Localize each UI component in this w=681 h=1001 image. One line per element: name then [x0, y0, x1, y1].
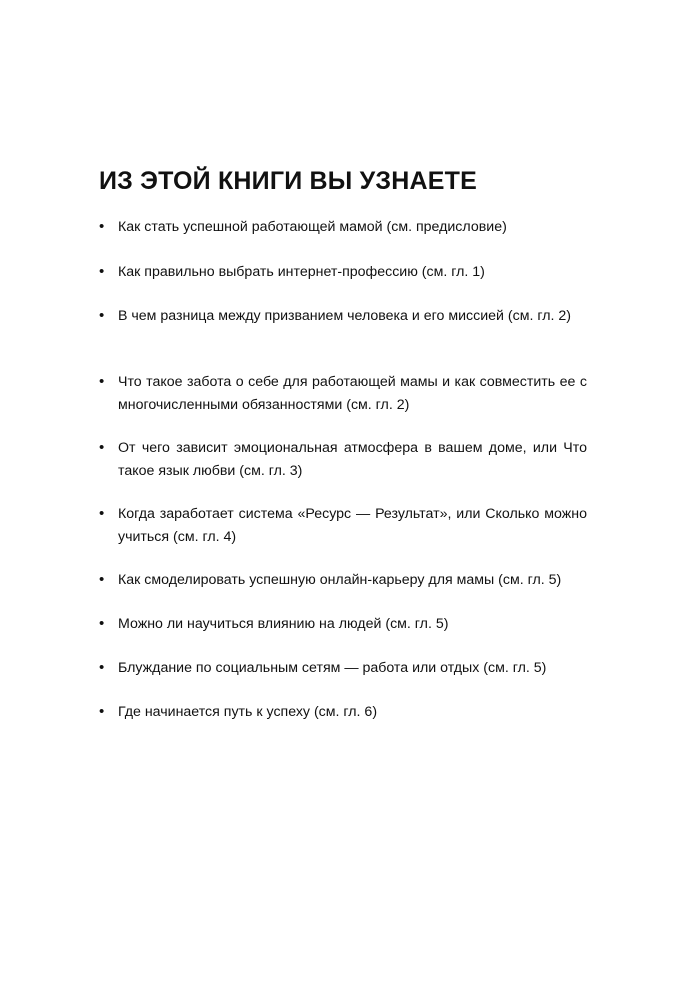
bullet-icon: • — [99, 307, 105, 324]
list-item — [99, 437, 587, 482]
list-item — [99, 569, 587, 592]
bullet-icon: • — [99, 263, 105, 280]
list-item-text: Где начинается путь к успеху (см. гл. 6) — [118, 704, 378, 720]
bullet-icon: • — [99, 373, 105, 390]
bullet-icon: • — [99, 659, 105, 676]
page-heading: ИЗ ЭТОЙ КНИГИ ВЫ УЗНАЕТЕ — [99, 167, 477, 195]
list-item-text: Что такое забота о себе для работающей мамы и как совместить ее с многочисленными обязанностями (см. гл. 2) — [118, 374, 587, 413]
list-item-text: В чем разница между призванием человека и его миссией (см. гл. 2) — [118, 308, 571, 324]
list-item-text: Можно ли научиться влиянию на людей (см. гл. 5) — [118, 616, 449, 632]
bullet-icon: • — [99, 571, 105, 588]
bullet-icon: • — [99, 505, 105, 522]
bullet-icon: • — [99, 218, 105, 235]
list-item-text: Когда заработает система «Ресурс — Результат», или Сколько можно учиться (см. гл. 4) — [118, 506, 587, 545]
list-item-text: Как правильно выбрать интернет-профессию (см. гл. 1) — [118, 264, 485, 280]
list-item-text: От чего зависит эмоциональная атмосфера в вашем доме, или Что такое язык любви (см. гл. 3) — [118, 440, 587, 479]
list-item-text: Как смоделировать успешную онлайн-карьеру для мамы (см. гл. 5) — [118, 572, 562, 588]
list-item — [99, 657, 587, 680]
list-item-text: Блуждание по социальным сетям — работа или отдых (см. гл. 5) — [118, 660, 547, 676]
list-item — [99, 613, 587, 636]
list-item — [99, 305, 587, 328]
list-item — [99, 216, 587, 239]
bullet-icon: • — [99, 703, 105, 720]
bullet-icon: • — [99, 615, 105, 632]
list-item — [99, 371, 587, 416]
list-item-text: Как стать успешной работающей мамой (см. предисловие) — [118, 219, 507, 235]
list-item — [99, 701, 587, 724]
bullet-icon: • — [99, 439, 105, 456]
list-item — [99, 261, 587, 284]
list-item — [99, 503, 587, 548]
